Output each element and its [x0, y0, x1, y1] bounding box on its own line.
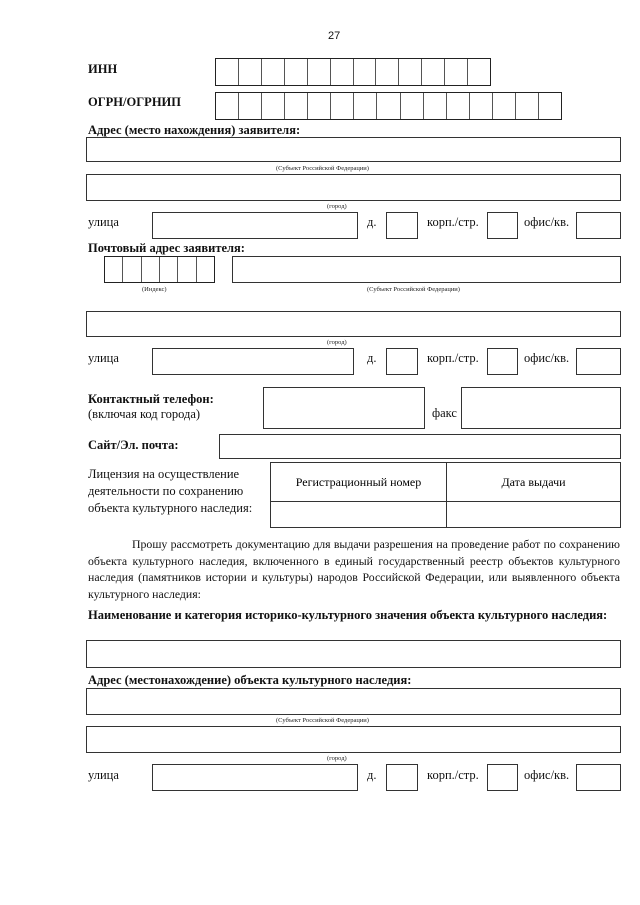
applicant-city-caption: (город)	[327, 203, 347, 210]
inn-digit-cell[interactable]	[354, 59, 377, 85]
applicant-building-label: корп./стр.	[427, 215, 479, 229]
ogrn-digit-cell[interactable]	[493, 93, 516, 119]
postal-index-caption: (Индекс)	[142, 286, 167, 293]
applicant-house-field[interactable]	[386, 212, 418, 239]
inn-label: ИНН	[88, 62, 118, 76]
postal-index-digit-cell[interactable]	[123, 257, 141, 282]
applicant-street-field[interactable]	[152, 212, 358, 239]
inn-digit-cell[interactable]	[285, 59, 308, 85]
ogrn-digit-cell[interactable]	[539, 93, 561, 119]
site-email-label: Сайт/Эл. почта:	[88, 438, 179, 452]
postal-city-field[interactable]	[86, 311, 621, 337]
license-col-reg-number: Регистрационный номер	[271, 463, 447, 502]
object-city-field[interactable]	[86, 726, 621, 753]
ogrn-digit-cell[interactable]	[331, 93, 354, 119]
postal-building-label: корп./стр.	[427, 351, 479, 365]
postal-city-caption: (город)	[327, 339, 347, 346]
inn-digit-cell[interactable]	[216, 59, 239, 85]
postal-street-field[interactable]	[152, 348, 354, 375]
license-label-line2: деятельности по сохранению	[88, 484, 244, 498]
inn-digit-cell[interactable]	[468, 59, 490, 85]
object-subject-caption: (Субъект Российской Федерации)	[276, 717, 369, 724]
object-name-field[interactable]	[86, 640, 621, 668]
postal-subject-field[interactable]	[232, 256, 621, 283]
postal-index-digit-cell[interactable]	[160, 257, 178, 282]
object-building-field[interactable]	[487, 764, 518, 791]
license-issue-date-cell[interactable]	[447, 502, 621, 528]
inn-digit-cell[interactable]	[308, 59, 331, 85]
license-label-line3: объекта культурного наследия:	[88, 501, 253, 515]
postal-address-title: Почтовый адрес заявителя:	[88, 241, 245, 255]
postal-office-field[interactable]	[576, 348, 621, 375]
object-building-label: корп./стр.	[427, 768, 479, 782]
applicant-office-label: офис/кв.	[524, 215, 570, 229]
applicant-address-title: Адрес (место нахождения) заявителя:	[88, 123, 301, 137]
page-number: 27	[328, 30, 341, 42]
postal-house-label: д.	[367, 351, 377, 365]
phone-sub-label: (включая код города)	[88, 407, 201, 421]
ogrn-digit-cell[interactable]	[377, 93, 400, 119]
license-reg-number-cell[interactable]	[271, 502, 447, 528]
ogrn-digit-cell[interactable]	[354, 93, 377, 119]
request-paragraph: Прошу рассмотреть документацию для выдачи разрешения на проведение работ по сохранению объекта культурного наследия, включенного в единый государственный реестр объектов культурного наследия (памятников истории и культуры) народов Российской Федерации, или выявленного объекта культурного наследия:	[88, 537, 620, 601]
ogrn-digit-cell[interactable]	[447, 93, 470, 119]
postal-index-digit-cell[interactable]	[197, 257, 214, 282]
applicant-building-field[interactable]	[487, 212, 518, 239]
ogrn-digit-cell[interactable]	[216, 93, 239, 119]
inn-digit-cell[interactable]	[376, 59, 399, 85]
inn-digit-cell[interactable]	[239, 59, 262, 85]
applicant-city-field[interactable]	[86, 174, 621, 201]
phone-field[interactable]	[263, 387, 425, 429]
object-address-title: Адрес (местонахождение) объекта культурного наследия:	[88, 673, 412, 687]
phone-label: Контактный телефон:	[88, 392, 214, 406]
site-email-field[interactable]	[219, 434, 621, 459]
applicant-subject-field[interactable]	[86, 137, 621, 162]
license-table	[270, 462, 621, 528]
object-city-caption: (город)	[327, 755, 347, 762]
ogrn-digit-cell[interactable]	[401, 93, 424, 119]
postal-index-cells[interactable]	[104, 256, 215, 283]
ogrn-digit-cell[interactable]	[285, 93, 308, 119]
inn-digit-cell[interactable]	[445, 59, 468, 85]
postal-office-label: офис/кв.	[524, 351, 570, 365]
fax-field[interactable]	[461, 387, 621, 429]
object-house-field[interactable]	[386, 764, 418, 791]
ogrn-digit-cell[interactable]	[239, 93, 262, 119]
ogrn-digit-cell[interactable]	[424, 93, 447, 119]
object-name-title: Наименование и категория историко-культурного значения объекта культурного наследия:	[88, 608, 608, 622]
license-label-line1: Лицензия на осуществление	[88, 467, 240, 481]
postal-house-field[interactable]	[386, 348, 418, 375]
inn-digit-cell[interactable]	[331, 59, 354, 85]
ogrn-cells[interactable]	[215, 92, 562, 120]
ogrn-label: ОГРН/ОГРНИП	[88, 95, 181, 109]
applicant-street-label: улица	[88, 215, 119, 229]
object-house-label: д.	[367, 768, 377, 782]
license-col-issue-date: Дата выдачи	[447, 463, 621, 502]
object-office-label: офис/кв.	[524, 768, 570, 782]
postal-index-digit-cell[interactable]	[178, 257, 196, 282]
applicant-office-field[interactable]	[576, 212, 621, 239]
ogrn-digit-cell[interactable]	[516, 93, 539, 119]
postal-subject-caption: (Субъект Российской Федерации)	[367, 286, 460, 293]
ogrn-digit-cell[interactable]	[470, 93, 493, 119]
postal-index-digit-cell[interactable]	[142, 257, 160, 282]
inn-digit-cell[interactable]	[399, 59, 422, 85]
applicant-subject-caption: (Субъект Российской Федерации)	[276, 165, 369, 172]
postal-street-label: улица	[88, 351, 119, 365]
fax-label: факс	[432, 406, 457, 420]
object-office-field[interactable]	[576, 764, 621, 791]
inn-digit-cell[interactable]	[262, 59, 285, 85]
object-street-label: улица	[88, 768, 119, 782]
inn-cells[interactable]	[215, 58, 491, 86]
postal-building-field[interactable]	[487, 348, 518, 375]
ogrn-digit-cell[interactable]	[262, 93, 285, 119]
ogrn-digit-cell[interactable]	[308, 93, 331, 119]
object-subject-field[interactable]	[86, 688, 621, 715]
object-street-field[interactable]	[152, 764, 358, 791]
applicant-house-label: д.	[367, 215, 377, 229]
postal-index-digit-cell[interactable]	[105, 257, 123, 282]
inn-digit-cell[interactable]	[422, 59, 445, 85]
